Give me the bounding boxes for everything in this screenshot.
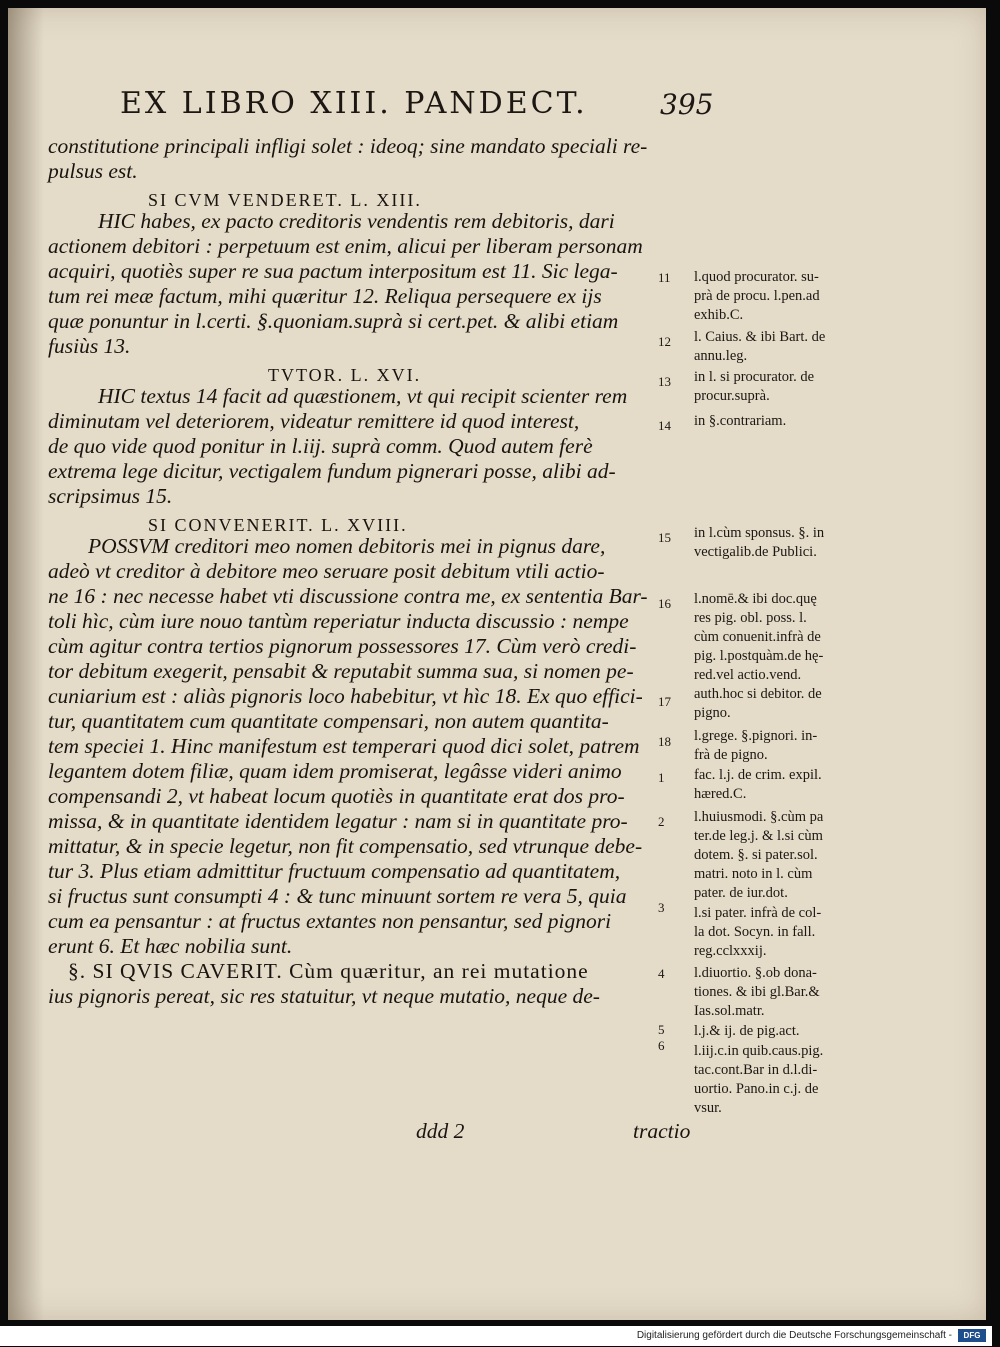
margin-note-line: ter.de leg.j. & l.si cùm	[694, 828, 823, 844]
margin-note-line: l.nomē.& ibi doc.quę	[694, 591, 817, 607]
text-line: si fructus sunt consumpti 4 : & tunc minuunt sortem re vera 5, quia	[48, 884, 627, 908]
margin-note-line: tac.cont.Bar in d.l.di-	[694, 1062, 818, 1078]
margin-note-line: vectigalib.de Publici.	[694, 544, 817, 560]
margin-note-line: frà de pigno.	[694, 747, 768, 763]
text-line: fusiùs 13.	[48, 334, 131, 358]
margin-note-line: l. Caius. & ibi Bart. de	[694, 329, 826, 345]
digitization-footer	[0, 1326, 992, 1346]
text-line: tur, quantitatem cum quantitate compensari, non autem quantita-	[48, 709, 609, 733]
catchword: tractio	[633, 1119, 691, 1143]
margin-note-line: cùm conuenit.infrà de	[694, 629, 821, 645]
margin-note-line: hæred.C.	[694, 786, 747, 802]
text-line: quæ ponuntur in l.certi. §.quoniam.suprà si cert.pet. & alibi etiam	[48, 309, 619, 333]
margin-note-line: procur.suprà.	[694, 388, 770, 404]
margin-note-line: l.iij.c.in quib.caus.pig.	[694, 1043, 824, 1059]
text-line: POSSVM creditori meo nomen debitoris mei in pignus dare,	[88, 534, 606, 558]
margin-note-line: l.huiusmodi. §.cùm pa	[694, 809, 824, 825]
text-line: de quo vide quod ponitur in l.iij. suprà comm. Quod autem ferè	[48, 434, 593, 458]
margin-note-line: l.si pater. infrà de col-	[694, 905, 822, 921]
footnote-marker: 18	[658, 734, 671, 749]
margin-note-line: pig. l.postquàm.de hę-	[694, 648, 824, 664]
text-line: tem speciei 1. Hinc manifestum est temperari quod dici solet, patrem	[48, 734, 640, 758]
text-line: tum rei meæ factum, mihi quæritur 12. Reliqua persequere ex ijs	[48, 284, 602, 308]
text-line: extrema lege dicitur, vectigalem fundum pignerari posse, alibi ad-	[48, 459, 616, 483]
margin-note-line: red.vel actio.vend.	[694, 667, 802, 683]
text-line: pulsus est.	[48, 159, 138, 183]
margin-note-line: l.grege. §.pignori. in-	[694, 728, 818, 744]
margin-note-line: la dot. Socyn. in fall.	[694, 924, 816, 940]
margin-note-line: prà de procu. l.pen.ad	[694, 288, 820, 304]
footnote-marker: 13	[658, 374, 671, 389]
footnote-marker: 2	[658, 814, 665, 829]
margin-note-line: pater. de iur.dot.	[694, 885, 788, 901]
text-line: ius pignoris pereat, sic res statuitur, vt neque mutatio, neque de-	[48, 984, 600, 1008]
margin-note-line: annu.leg.	[694, 348, 748, 364]
margin-note-line: res pig. obl. poss. l.	[694, 610, 807, 626]
footnote-marker: 3	[658, 900, 665, 915]
margin-note-line: matri. noto in l. cùm	[694, 866, 813, 882]
text-line: tur 3. Plus etiam admittitur fructuum compensatio ad quantitatem,	[48, 859, 621, 883]
main-text-block	[48, 134, 673, 1009]
margin-note-line: in l. si procurator. de	[694, 369, 815, 385]
margin-note-line: fac. l.j. de crim. expil.	[694, 767, 822, 783]
text-line: §. SI QVIS CAVERIT. Cùm quæritur, an rei mutatione	[68, 959, 589, 983]
margin-note-line: pigno.	[694, 705, 731, 721]
book-page	[8, 8, 986, 1320]
footnote-marker: 17	[658, 694, 671, 709]
running-title: EX LIBRO XIII. PANDECT.	[120, 86, 588, 121]
text-line: HIC habes, ex pacto creditoris vendentis rem debitoris, dari	[98, 209, 615, 233]
footnote-marker: 15	[658, 530, 671, 545]
margin-note-line: l.quod procurator. su-	[694, 269, 819, 285]
margin-note-line: uortio. Pano.in c.j. de	[694, 1081, 819, 1097]
text-line: cuniarium est : aliàs pignoris loco habebitur, vt hìc 18. Ex quo effici-	[48, 684, 643, 708]
margin-note-line: in l.cùm sponsus. §. in	[694, 525, 825, 541]
margin-note-line: vsur.	[694, 1100, 722, 1116]
text-line: constitutione principali infligi solet : ideoq; sine mandato speciali re-	[48, 134, 648, 158]
margin-note-line: in §.contrariam.	[694, 413, 787, 429]
footnote-marker: 1	[658, 770, 665, 785]
dfg-logo-icon: DFG	[958, 1329, 986, 1342]
section-heading: SI CVM VENDERET. L. XIII.	[148, 190, 422, 210]
text-line: tor debitum exegerit, pensabit & reputabit summa sua, si nomen pe-	[48, 659, 634, 683]
margin-note-line: Ias.sol.matr.	[694, 1003, 765, 1019]
text-line: acquiri, quotiès super re sua pactum interpositum est 11. Sic lega-	[48, 259, 618, 283]
text-line: HIC textus 14 facit ad quæstionem, vt qui recipit scienter rem	[98, 384, 628, 408]
footnote-marker: 11	[658, 270, 671, 285]
page-number: 395	[660, 88, 714, 121]
section-heading: SI CONVENERIT. L. XVIII.	[148, 515, 408, 535]
text-line: adeò vt creditor à debitore meo seruare posit debitum vtili actio-	[48, 559, 605, 583]
text-line: compensandi 2, vt habeat locum quotiès in quantitate erat dos pro-	[48, 784, 625, 808]
footnote-marker: 6	[658, 1038, 665, 1053]
page-spine-shadow	[8, 8, 44, 1320]
text-line: diminutam vel deteriorem, videatur remittere id quod interest,	[48, 409, 580, 433]
margin-note-line: l.diuortio. §.ob dona-	[694, 965, 817, 981]
margin-note-line: dotem. §. si pater.sol.	[694, 847, 818, 863]
margin-note-line: exhib.C.	[694, 307, 744, 323]
text-line: toli hìc, cùm iure nouo tantùm reperiatur inducta discussio : nempe	[48, 609, 629, 633]
footnote-marker: 16	[658, 596, 671, 611]
footnote-marker: 14	[658, 418, 671, 433]
text-line: actionem debitori : perpetuum est enim, alicui per liberam personam	[48, 234, 643, 258]
section-heading: TVTOR. L. XVI.	[268, 365, 422, 385]
footnote-marker: 4	[658, 966, 665, 981]
margin-note-line: tiones. & ibi gl.Bar.&	[694, 984, 820, 1000]
signature-mark: ddd 2	[416, 1119, 465, 1143]
text-line: cùm agitur contra tertios pignorum possessores 17. Cùm verò credi-	[48, 634, 637, 658]
footnote-marker: 5	[658, 1022, 665, 1037]
margin-note-line: auth.hoc si debitor. de	[694, 686, 822, 702]
footer-credit-text: Digitalisierung gefördert durch die Deutsche Forschungsgemeinschaft -	[636, 1330, 952, 1341]
margin-note-line: l.j.& ij. de pig.act.	[694, 1023, 800, 1039]
margin-note-line: reg.cclxxxij.	[694, 943, 767, 959]
text-line: mittatur, & in specie legetur, non fit compensatio, sed vtrunque debe-	[48, 834, 643, 858]
text-line: scripsimus 15.	[48, 484, 173, 508]
text-line: erunt 6. Et hæc nobilia sunt.	[48, 934, 293, 958]
text-line: cum ea pensantur : at fructus extantes non pensantur, sed pignori	[48, 909, 612, 933]
text-line: ne 16 : nec necesse habet vti discussione contra me, ex sententia Bar-	[48, 584, 648, 608]
text-line: missa, & in quantitate identidem legatur : nam si in quantitate pro-	[48, 809, 628, 833]
text-line: legantem dotem filiæ, quam idem promiserat, legâsse videri animo	[48, 759, 622, 783]
footnote-marker: 12	[658, 334, 671, 349]
